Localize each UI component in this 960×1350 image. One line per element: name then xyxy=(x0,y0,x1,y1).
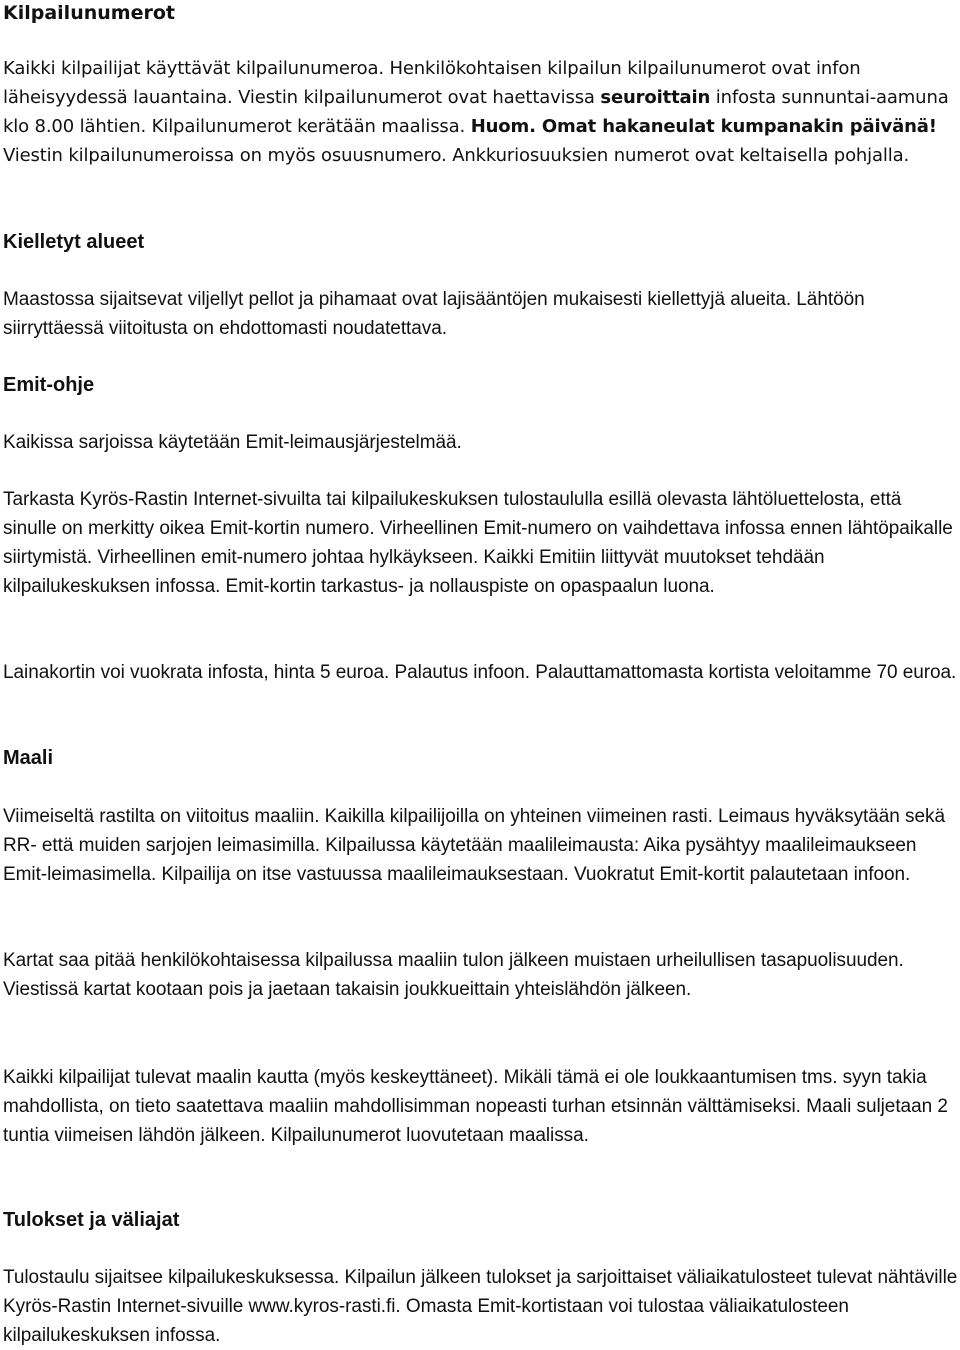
bold-segment: seuroittain xyxy=(600,87,711,108)
text-segment: Viestin kilpailunumeroissa on myös osuusnumero. Ankkuriosuuksien numerot ovat keltaisella pohjalla. xyxy=(3,145,910,166)
paragraph-kielletyt-alueet: Maastossa sijaitsevat viljellyt pellot ja pihamaat ovat lajisääntöjen mukaisesti kiellettyjä alueita. Lähtöön siirryttäessä viitoitusta on ehdottomasti noudatettava. xyxy=(3,289,865,339)
paragraph-emit-1: Kaikissa sarjoissa käytetään Emit-leimausjärjestelmää. xyxy=(3,432,462,453)
heading-tulokset: Tulokset ja väliajat xyxy=(3,1209,180,1231)
heading-kilpailunumerot: Kilpailunumerot xyxy=(3,2,175,24)
text-segment: Kaikki kilpailijat käyttävät kilpailunumeroa. Henkilökohtaisen kilpailun kilpailunumerot ovat infon läheisyydessä lauantaina. Viestin kilpailunumerot ovat haettavissa xyxy=(3,58,861,108)
paragraph-emit-2: Tarkasta Kyrös-Rastin Internet-sivuilta tai kilpailukeskuksen tulostaululla esillä olevasta lähtöluettelosta, että sinulle on merkitty oikea Emit-kortin numero. Virheellinen Emit-numero on vaihdettava infossa ennen lähtöpaikalle siirtymistä. Virheellinen emit-numero johtaa hylkäykseen. Kaikki Emitiin liittyvät muutokset tehdään kilpailukeskuksen infossa. Emit-kortin tarkastus- ja nollauspiste on opaspaalun luona. xyxy=(3,489,953,597)
paragraph-emit-3: Lainakortin voi vuokrata infosta, hinta 5 euroa. Palautus infoon. Palauttamattomasta kortista veloitamme 70 euroa. xyxy=(3,662,957,683)
heading-emit-ohje: Emit-ohje xyxy=(3,374,95,396)
text-segment: infosta sunnuntai-aamuna klo 8.00 lähtien. Kilpailunumerot kerätään maalissa. xyxy=(3,87,949,137)
paragraph-maali-2: Kartat saa pitää henkilökohtaisessa kilpailussa maaliin tulon jälkeen muistaen urheilullisen tasapuolisuuden. Viestissä kartat kootaan pois ja jaetaan takaisin joukkueittain yhteislähdön jälkeen. xyxy=(3,950,904,1000)
heading-maali: Maali xyxy=(3,747,54,769)
paragraph-tulokset: Tulostaulu sijaitsee kilpailukeskuksessa. Kilpailun jälkeen tulokset ja sarjoittaiset väliaikatulosteet tulevat nähtäville Kyrös-Rastin Internet-sivuille www.kyros-rasti.fi. Omasta Emit-kortistaan voi tulostaa väliaikatulosteen kilpailukeskuksen infossa. xyxy=(3,1267,958,1346)
paragraph-kilpailunumerot xyxy=(3,54,958,170)
paragraph-maali-3: Kaikki kilpailijat tulevat maalin kautta (myös keskeyttäneet). Mikäli tämä ei ole loukkaantumisen tms. syyn takia mahdollista, on tieto saatettava maaliin mahdollisimman nopeasti turhan etsinnän välttämiseksi. Maali suljetaan 2 tuntia viimeisen lähdön jälkeen. Kilpailunumerot luovutetaan maalissa. xyxy=(3,1067,948,1146)
paragraph-maali-1: Viimeiseltä rastilta on viitoitus maaliin. Kaikilla kilpailijoilla on yhteinen viimeinen rasti. Leimaus hyväksytään sekä RR- että muiden sarjojen leimasimilla. Kilpailussa käytetään maalileimausta: Aika pysähtyy maalileimaukseen Emit-leimasimella. Kilpailija on itse vastuussa maalileimauksestaan. Vuokratut Emit-kortit palautetaan infoon. xyxy=(3,806,945,885)
heading-kielletyt-alueet: Kielletyt alueet xyxy=(3,231,145,253)
bold-warning: Huom. Omat hakaneulat kumpanakin päivänä! xyxy=(470,116,937,137)
